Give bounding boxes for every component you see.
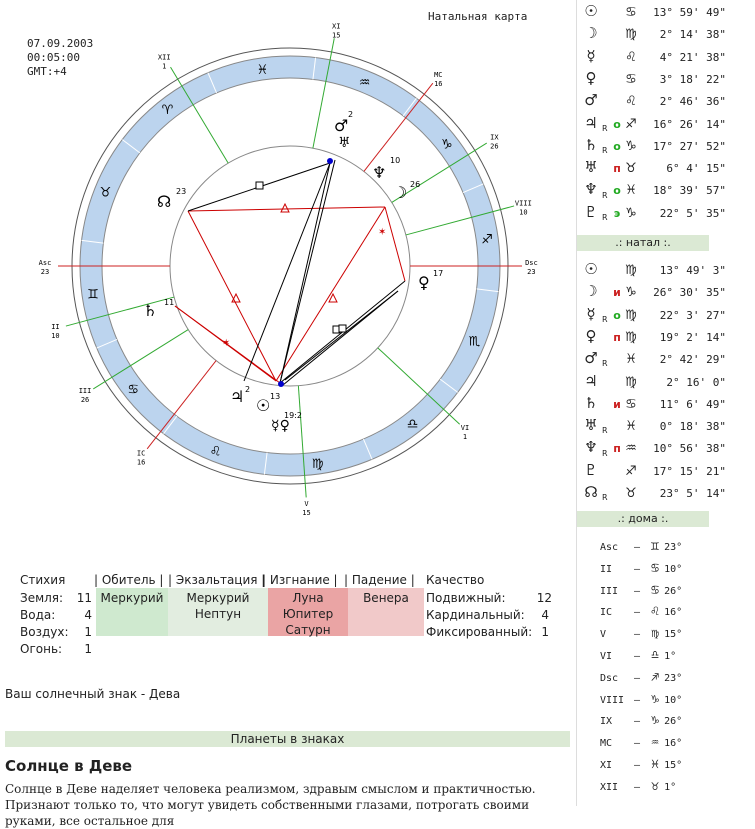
fall-header: | Падение |: [344, 573, 415, 587]
element-water-label: Вода:: [20, 608, 56, 622]
quality-fixed-label: Фиксированный:: [426, 625, 533, 639]
planet-icon: ♆: [584, 438, 598, 457]
zodiac-sign-icon: ♓: [651, 757, 659, 772]
degree-value: 2° 46' 36": [659, 95, 726, 109]
element-earth-value: 11: [76, 591, 92, 605]
chart-datetime: [27, 37, 93, 79]
separator: –: [628, 563, 647, 575]
quality-mutable-value: 12: [536, 591, 552, 605]
retrograde-mark: R: [602, 314, 608, 324]
chiron-label: 23: [176, 187, 187, 196]
transit-planet-row: [580, 24, 726, 46]
natal-planet-row: [580, 416, 726, 438]
house-degree: 15°: [664, 629, 683, 641]
house-row: [600, 757, 682, 772]
planet-icon: ☽: [584, 282, 598, 301]
dignity-mark: п: [613, 442, 621, 456]
venus-mercury-icon: ☿♀: [271, 418, 290, 434]
degree-value: 13° 59' 49": [653, 6, 726, 19]
degree-value: 0° 18' 38": [659, 420, 726, 434]
jupiter-icon: ♃: [230, 387, 245, 406]
natal-planet-row: [580, 372, 726, 394]
retrograde-mark: R: [602, 145, 608, 155]
house-label: II: [600, 563, 613, 575]
zodiac-sign-icon: ♈: [161, 103, 174, 119]
house-degree: 10°: [664, 563, 683, 575]
planet-icon: ♇: [584, 460, 598, 479]
zodiac-sign-icon: ♎: [651, 648, 659, 663]
degree-value: 11° 6' 49": [659, 397, 726, 411]
transit-planet-row: [580, 158, 726, 180]
zodiac-sign-icon: ♍: [625, 27, 637, 43]
house-cusp-name: MC: [434, 71, 443, 80]
degree-value: 3° 18' 22": [659, 72, 726, 86]
quality-mutable-label: Подвижный:: [426, 591, 506, 605]
house-label: V: [600, 629, 607, 641]
aspect-point: [327, 158, 333, 164]
house-row: [600, 648, 676, 663]
element-water-value: 4: [84, 608, 92, 622]
house-cusp-degree: 16: [136, 458, 146, 467]
house-row: [600, 713, 682, 728]
dignity-mark: о: [613, 117, 621, 131]
planet-icon: ♅: [584, 416, 598, 435]
chart-date: 07.09.2003: [27, 37, 94, 50]
jupiter-label: 2: [245, 385, 251, 394]
venus-mercury-label: 19:2: [284, 411, 302, 420]
separator: –: [628, 738, 647, 750]
moon-label: 26: [410, 180, 421, 189]
degree-value: 4° 21' 38": [659, 50, 726, 64]
house-cusp-degree: 1: [162, 62, 167, 71]
planet-icon: ☽: [584, 24, 598, 43]
house-degree: 15°: [664, 760, 683, 771]
planet-icon: ♄: [584, 393, 598, 412]
zodiac-sign-icon: ♉: [625, 486, 637, 501]
degree-value: 6° 4' 15": [666, 162, 726, 176]
separator: –: [628, 542, 647, 553]
house-cusp-degree: 16: [434, 80, 443, 89]
zodiac-sign-icon: ♍: [625, 263, 637, 278]
house-label: IC: [600, 607, 613, 619]
element-header: Стихия: [20, 573, 66, 587]
house-cusp-degree: 23: [527, 267, 536, 276]
separator: –: [628, 716, 647, 728]
zodiac-sign-icon: ♑: [625, 138, 637, 154]
zodiac-sign-icon: ♌: [651, 604, 659, 620]
uranus-icon: ♅: [338, 135, 351, 151]
transit-planet-row: [580, 203, 726, 225]
dignity-mark: э: [613, 206, 621, 220]
planet-icon: ☿: [586, 46, 596, 65]
planet-icon: ♀: [585, 68, 597, 87]
sun-icon: ☉: [256, 396, 271, 415]
house-cusp-degree: 10: [519, 208, 528, 217]
retrograde-mark: R: [602, 493, 608, 503]
neptune-label: 10: [390, 156, 401, 165]
separator: –: [628, 694, 647, 706]
mars-label: 2: [348, 110, 354, 119]
zodiac-sign-icon: ♌: [625, 49, 637, 65]
mars-icon: ♂: [334, 116, 349, 135]
house-degree: 16°: [664, 738, 683, 750]
house-cusp-name: VI: [460, 423, 470, 432]
natal-planet-row: [580, 438, 726, 460]
zodiac-sign-icon: ♑: [625, 285, 637, 301]
degree-value: 2° 16' 0": [666, 375, 726, 389]
zodiac-sign-icon: ♓: [625, 419, 637, 435]
transit-planet-row: [580, 180, 726, 202]
house-degree: 1°: [664, 651, 677, 662]
degree-value: 17° 27' 52": [653, 139, 726, 153]
house-label: Asc: [600, 542, 619, 553]
house-cusp-name: VIII: [514, 199, 532, 208]
zodiac-sign-icon: ♎: [406, 416, 419, 432]
planet-icon: ☉: [584, 260, 598, 278]
zodiac-sign-icon: ♑: [625, 205, 637, 221]
house-label: MC: [600, 738, 613, 750]
zodiac-sign-icon: ♉: [625, 161, 637, 177]
planet-icon: ☊: [584, 483, 598, 501]
retrograde-mark: R: [602, 359, 608, 369]
zodiac-sign-icon: ♒: [651, 735, 659, 751]
degree-value: 13° 49' 3": [659, 264, 726, 277]
dignity-mark: п: [613, 330, 621, 344]
zodiac-sign-icon: ♏: [468, 334, 481, 350]
element-air-label: Воздух:: [20, 625, 69, 639]
zodiac-sign-icon: ♌: [625, 94, 637, 110]
house-cusp-degree: 15: [332, 31, 341, 40]
natal-planet-row: [580, 483, 726, 505]
zodiac-sign-icon: ♋: [651, 560, 659, 576]
zodiac-sign-icon: ♑: [651, 691, 659, 707]
aspect-square: [339, 325, 346, 332]
house-label: Dsc: [600, 672, 619, 684]
fall-cell: Венера: [348, 588, 424, 636]
dignity-mark: о: [613, 308, 621, 322]
house-row: [600, 626, 682, 641]
neptune-icon: ♆: [372, 163, 387, 182]
dignity-mark: о: [613, 139, 621, 153]
element-earth-label: Земля:: [20, 591, 64, 605]
zodiac-sign-icon: ♋: [127, 382, 140, 398]
zodiac-sign-icon: ♊: [87, 287, 99, 303]
degree-value: 2° 42' 29": [659, 353, 726, 367]
zodiac-sign-icon: ♋: [625, 71, 637, 87]
house-degree: 16°: [664, 607, 683, 619]
house-row: [600, 779, 676, 794]
zodiac-sign-icon: ♍: [625, 307, 637, 323]
house-row: [600, 670, 682, 685]
zodiac-sign-icon: ♐: [481, 232, 493, 248]
houses-header: .: дома :.: [577, 511, 709, 527]
house-cusp-name: XI: [332, 22, 341, 31]
house-cusp-name: III: [78, 386, 92, 395]
separator: –: [628, 651, 647, 662]
zodiac-sign-icon: ♌: [209, 444, 222, 460]
house-cusp-name: Dsc: [525, 258, 538, 267]
zodiac-sign-icon: ♋: [625, 396, 637, 412]
zodiac-sign-icon: ♓: [256, 62, 269, 78]
transit-planet-row: [580, 47, 726, 69]
house-row: [600, 539, 682, 554]
sun-sign-text: Ваш солнечный знак - Дева: [5, 687, 181, 701]
house-cusp-degree: 1: [462, 432, 468, 441]
exaltation-header: | Экзальтация |: [168, 573, 266, 587]
dignity-mark: п: [613, 162, 621, 176]
house-label: VIII: [600, 694, 625, 706]
quality-header: Качество: [426, 573, 485, 587]
natal-header: .: натал :.: [577, 235, 709, 251]
element-air-value: 1: [84, 625, 92, 639]
separator: –: [628, 585, 647, 597]
pluto-icon: ♀: [418, 273, 430, 292]
house-cusp-name: II: [51, 322, 60, 331]
retrograde-mark: R: [602, 212, 608, 222]
planet-icon: ♄: [584, 135, 598, 154]
zodiac-sign-icon: ♍: [625, 374, 637, 390]
house-cusp-degree: 10: [51, 331, 60, 340]
natal-planet-row: [580, 327, 726, 349]
retrograde-mark: R: [602, 426, 608, 436]
degree-value: 16° 26' 14": [653, 117, 726, 131]
degree-value: 26° 30' 35": [653, 286, 726, 300]
saturn-label: 11: [164, 298, 175, 307]
planet-icon: ♇: [584, 202, 598, 221]
zodiac-sign-icon: ♉: [651, 778, 659, 794]
chart-time: 00:05:00: [27, 51, 80, 64]
zodiac-sign-icon: ♍: [311, 457, 324, 473]
planets-in-signs-header: Планеты в знаках: [5, 731, 570, 747]
house-degree: 23°: [664, 672, 683, 684]
separator: –: [628, 672, 647, 684]
house-cusp-degree: 26: [490, 142, 499, 151]
zodiac-sign-icon: ♑: [440, 137, 453, 153]
house-degree: 1°: [664, 781, 677, 793]
moon-icon: ☽: [393, 183, 408, 202]
zodiac-sign-icon: ♍: [625, 329, 637, 345]
degree-value: 18° 39' 57": [653, 184, 726, 198]
house-cusp-name: V: [304, 500, 309, 509]
dignity-mark: о: [613, 184, 621, 198]
zodiac-sign-icon: ♓: [625, 183, 637, 199]
zodiac-sign-icon: ♋: [651, 582, 659, 598]
separator: –: [628, 629, 647, 641]
degree-value: 22° 5' 35": [659, 206, 726, 220]
house-cusp-degree: 15: [302, 509, 311, 518]
planet-icon: ♃: [584, 113, 598, 132]
retrograde-mark: R: [602, 190, 608, 200]
aspect-mark: ✶: [378, 227, 387, 238]
transit-planet-row: [580, 136, 726, 158]
zodiac-sign-icon: ♉: [99, 185, 112, 201]
quality-cardinal-label: Кардинальный:: [426, 608, 525, 622]
zodiac-sign-icon: ♓: [625, 352, 637, 368]
zodiac-sign-icon: ♐: [625, 463, 637, 479]
natal-planet-row: [580, 305, 726, 327]
natal-planet-row: [580, 394, 726, 416]
house-row: [600, 561, 682, 576]
planet-icon: ♆: [584, 180, 598, 199]
inner-circle: [170, 146, 410, 386]
house-degree: 26°: [664, 716, 683, 728]
sun-in-sign-title: Солнце в Деве: [5, 757, 133, 775]
zodiac-sign-icon: ♋: [625, 5, 637, 20]
house-cusp-name: XII: [157, 53, 171, 62]
zodiac-sign-icon: ♍: [651, 626, 659, 642]
house-label: XI: [600, 760, 613, 771]
chart-gmt: GMT:+4: [27, 65, 67, 78]
zodiac-sign-icon: ♊: [651, 539, 659, 554]
dignity-mark: и: [613, 397, 621, 411]
retrograde-mark: R: [602, 448, 608, 458]
house-cusp-name: Asc: [38, 258, 52, 267]
quality-cardinal-value: 4: [541, 608, 549, 622]
house-label: IX: [600, 716, 613, 728]
exile-header: | Изгнание |: [262, 573, 338, 587]
transit-planet-row: [580, 114, 726, 136]
house-cusp-degree: 26: [80, 395, 90, 404]
degree-value: 2° 14' 38": [659, 28, 726, 42]
planet-icon: ♀: [585, 326, 597, 345]
sun-description: Солнце в Деве наделяет человека реализмом, здравым смыслом и практичностью. Признают только то, что могут увидеть собственными глазами, потрогать своими руками, все остальное для: [5, 782, 536, 828]
zodiac-sign-icon: ♑: [651, 713, 659, 729]
planet-icon: ♂: [584, 349, 598, 368]
house-degree: 10°: [664, 694, 683, 706]
aspect-mark: ✶: [222, 338, 231, 349]
pluto-label: 17: [433, 269, 444, 278]
saturn-icon: ♄: [143, 301, 158, 320]
chiron-icon: ☊: [157, 192, 172, 211]
dignity-mark: и: [613, 286, 621, 300]
house-cusp-degree: 23: [40, 267, 50, 276]
house-label: VI: [600, 651, 613, 662]
quality-fixed-value: 1: [541, 625, 549, 639]
degree-value: 10° 56' 38": [653, 442, 726, 456]
exaltation-cell: Меркурий Нептун: [168, 588, 268, 636]
separator: –: [628, 781, 647, 793]
transit-planet-row: [580, 91, 726, 113]
natal-planet-row: [580, 260, 726, 282]
natal-planet-row: [580, 461, 726, 483]
sun-label: 13: [270, 392, 281, 401]
domicile-cell: Меркурий: [96, 588, 168, 636]
retrograde-mark: R: [602, 123, 608, 133]
house-cusp-name: IC: [136, 449, 146, 458]
zodiac-sign-icon: ♒: [625, 441, 637, 457]
zodiac-sign-icon: ♐: [651, 669, 659, 685]
degree-value: 17° 15' 21": [653, 464, 726, 478]
planet-icon: ♂: [584, 91, 598, 110]
transit-planet-row: [580, 69, 726, 91]
house-label: III: [600, 585, 619, 597]
planet-icon: ♃: [584, 371, 598, 390]
element-fire-label: Огонь:: [20, 642, 63, 656]
element-fire-value: 1: [84, 642, 92, 656]
house-row: [600, 692, 682, 707]
zodiac-sign-icon: ♒: [358, 75, 371, 91]
house-degree: 26°: [664, 585, 683, 597]
domicile-header: | Обитель |: [94, 573, 164, 587]
separator: –: [628, 760, 647, 771]
chart-title: Натальная карта: [428, 10, 528, 23]
aspect-point: [278, 381, 284, 387]
planet-icon: ☿: [586, 304, 596, 323]
transit-planet-row: [580, 2, 726, 24]
natal-planet-row: [580, 282, 726, 304]
zodiac-sign-icon: ♐: [625, 116, 637, 132]
degree-value: 22° 3' 27": [659, 308, 726, 322]
aspect-square: [256, 182, 263, 189]
planet-icon: ♅: [584, 158, 598, 177]
house-row: [600, 735, 682, 750]
planet-icon: ☉: [584, 2, 598, 20]
house-cusp-name: IX: [490, 133, 499, 142]
house-row: [600, 583, 682, 598]
natal-planet-row: [580, 349, 726, 371]
house-degree: 23°: [664, 542, 683, 553]
degree-value: 23° 5' 14": [659, 487, 726, 500]
degree-value: 19° 2' 14": [659, 330, 726, 344]
separator: –: [628, 607, 647, 619]
house-row: [600, 604, 682, 619]
exile-cell: Луна Юпитер Сатурн: [268, 588, 348, 636]
house-label: XII: [600, 781, 619, 793]
